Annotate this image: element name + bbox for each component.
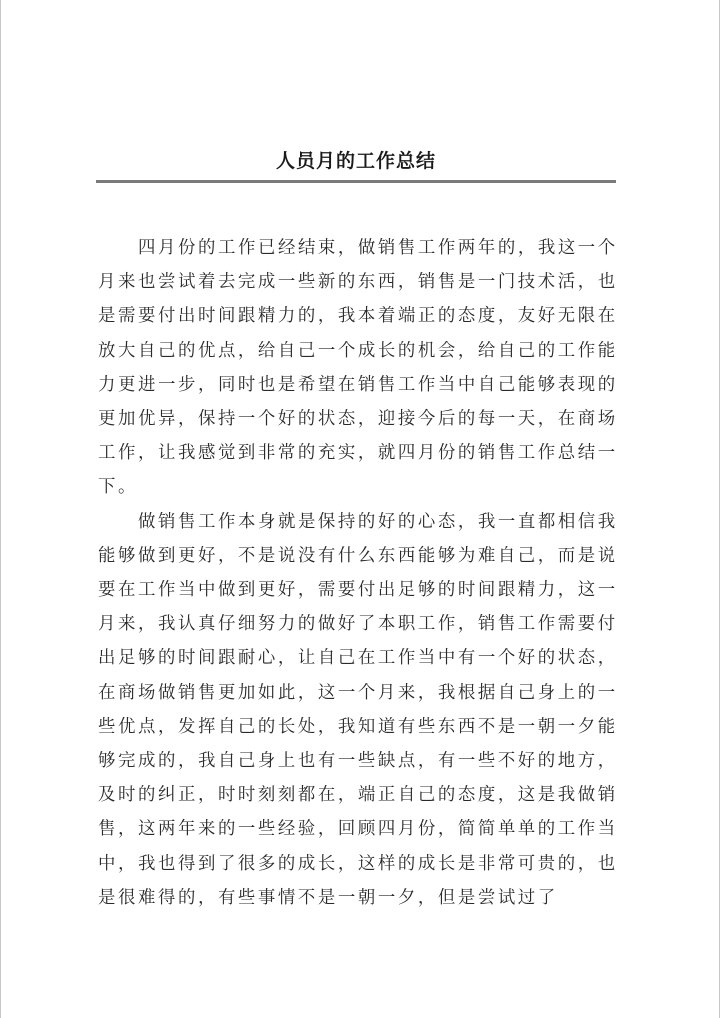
title-underline-rule bbox=[96, 180, 616, 183]
body-paragraph-2: 做销售工作本身就是保持的好的心态，我一直都相信我能够做到更好，不是说没有什么东西能够为难自己，而是说要在工作当中做到更好，需要付出足够的时间跟精力，这一月来，我认真仔细努力的做好了本职工作，销售工作需要付出足够的时间跟耐心，让自己在工作当中有一个好的状态，在商场做销售更加如此，这一个月来，我根据自己身上的一些优点，发挥自己的长处，我知道有些东西不是一朝一夕能够完成的，我自己身上也有一些缺点，有一些不好的地方，及时的纠正，时时刻刻都在，端正自己的态度，这是我做销售，这两年来的一些经验，回顾四月份，简简单单的工作当中，我也得到了很多的成长，这样的成长是非常可贵的，也是很难得的，有些事情不是一朝一夕，但是尝试过了 bbox=[98, 511, 618, 908]
document-body bbox=[98, 231, 626, 915]
document-title: 人员月的工作总结 bbox=[275, 150, 436, 172]
body-paragraph-1: 四月份的工作已经结束，做销售工作两年的，我这一个月来也尝试着去完成一些新的东西，销售是一门技术活，也是需要付出时间跟精力的，我本着端正的态度，友好无限在放大自己的优点，给自己一个成长的机会，给自己的工作能力更进一步，同时也是希望在销售工作当中自己能够表现的更加优异，保持一个好的状态，迎接今后的每一天，在商场工作，让我感觉到非常的充实，就四月份的销售工作总结一下。 bbox=[98, 238, 618, 498]
